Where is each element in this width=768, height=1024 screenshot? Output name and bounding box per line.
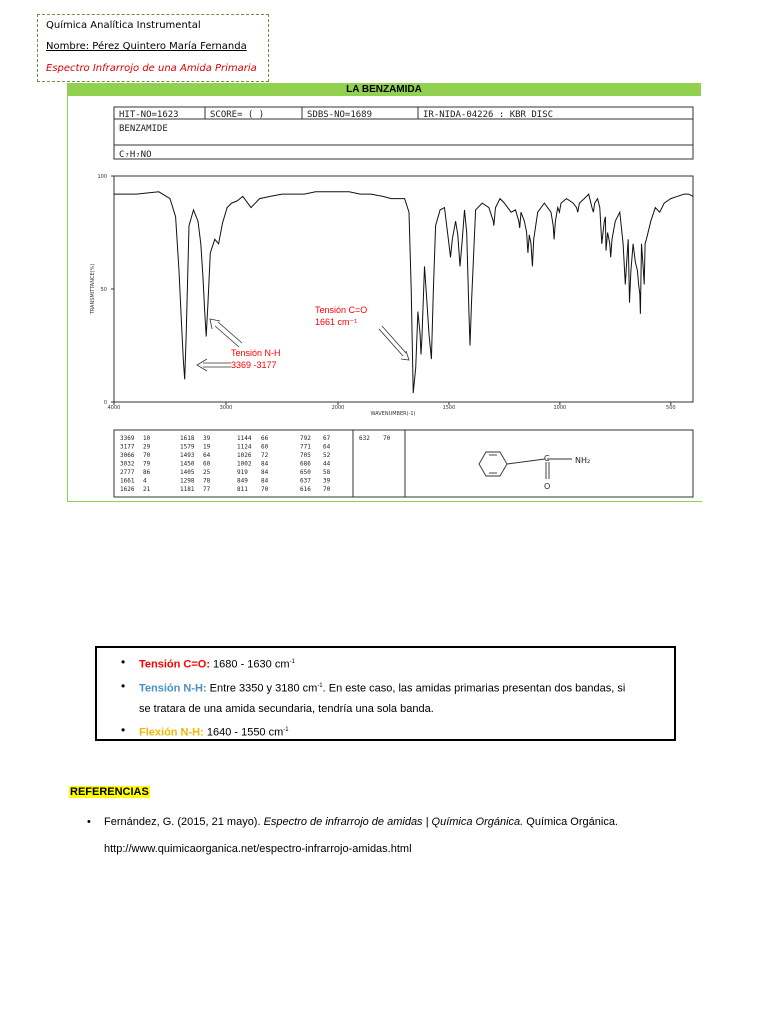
structure-nh2: NH₂ — [575, 456, 591, 465]
peak-table-cell: 29 — [143, 443, 151, 451]
annotation-nh-value: 3369 -3177 — [231, 360, 277, 370]
peak-table-cell: 1181 — [180, 486, 195, 493]
peak-table-cell: 44 — [323, 460, 331, 468]
peak-table-cell: 52 — [323, 452, 331, 459]
figure-title: LA BENZAMIDA — [67, 83, 701, 96]
peak-table-cell: 3066 — [120, 452, 135, 459]
references-heading: REFERENCIAS — [70, 786, 149, 798]
x-tick-label: 500 — [666, 405, 676, 411]
peak-table-cell: 1298 — [180, 477, 195, 485]
x-tick-label: 3000 — [219, 405, 233, 411]
peak-table-cell: 39 — [323, 477, 331, 485]
peak-table-cell: 771 — [300, 443, 311, 451]
y-axis-label: TRANSMITTANCE(%) — [90, 263, 96, 315]
header-box — [37, 14, 269, 82]
peak-table-cell: 1144 — [237, 435, 252, 442]
y-tick-label: 50 — [100, 287, 107, 293]
peak-table-cell: 39 — [203, 435, 211, 442]
peak-table-cell: 64 — [323, 443, 331, 451]
annotation-nh-title: Tensión N-H — [231, 348, 281, 358]
peak-table-box — [114, 430, 693, 497]
peak-table-cell: 19 — [203, 443, 211, 451]
peak-table-cell: 637 — [300, 477, 311, 485]
peak-table-cell: 3369 — [120, 435, 135, 442]
peak-table-cell: 792 — [300, 435, 311, 442]
peak-table-cell: 25 — [203, 469, 211, 476]
peak-table-cell: 811 — [237, 486, 248, 493]
reference-url[interactable]: http://www.quimicaorganica.net/espectro-infrarrojo-amidas.html — [104, 843, 412, 855]
peak-table-cell: 1626 — [120, 486, 135, 493]
annotation-co-value: 1661 cm⁻¹ — [315, 317, 358, 327]
peak-table-cell: 84 — [261, 460, 269, 468]
peak-table-cell: 21 — [143, 486, 151, 493]
peak-table-cell: 919 — [237, 469, 248, 476]
peak-table-cell: 1026 — [237, 452, 252, 459]
peak-table-cell: 84 — [261, 469, 269, 476]
info-co: • Tensión C=O: 1680 - 1630 $cm^{-1}$ — [139, 652, 674, 676]
peak-table-cell: 70 — [383, 435, 391, 442]
peak-table-cell: 78 — [203, 477, 211, 485]
peak-table-cell: 86 — [143, 469, 151, 476]
student-name: Nombre: Pérez Quintero María Fernanda — [46, 41, 247, 52]
peak-table-cell: 650 — [300, 469, 311, 476]
info-header-box — [114, 107, 693, 159]
info-box — [95, 646, 676, 741]
structure-carbon: C — [544, 454, 550, 463]
x-axis-label: WAVENUMBER(-1) — [370, 411, 416, 417]
reference-citation: • Fernández, G. (2015, 21 mayo). Espectro de infrarrojo de amidas | Química Orgánica. Química Orgánica. — [104, 816, 618, 828]
peak-table — [120, 435, 391, 493]
benzamide-structure — [479, 452, 572, 479]
peak-table-cell: 67 — [323, 435, 331, 442]
peak-table-cell: 58 — [323, 469, 331, 476]
peak-table-cell: 3177 — [120, 443, 135, 451]
peak-table-cell: 1493 — [180, 452, 195, 459]
x-tick-label: 2000 — [331, 405, 345, 411]
hit-no: HIT-NO=1623 — [119, 110, 179, 120]
peak-table-cell: 1124 — [237, 443, 252, 451]
y-tick-label: 100 — [97, 174, 107, 180]
peak-table-cell: 2777 — [120, 469, 135, 476]
peak-table-cell: 3032 — [120, 460, 135, 468]
peak-table-cell: 632 — [359, 435, 370, 442]
peak-table-cell: 1405 — [180, 469, 195, 476]
y-tick-label: 0 — [103, 400, 107, 406]
peak-table-cell: 70 — [143, 452, 151, 459]
peak-table-cell: 70 — [261, 486, 269, 493]
x-tick-label: 1500 — [442, 405, 456, 411]
peak-table-cell: 79 — [143, 460, 151, 468]
peak-table-cell: 84 — [261, 477, 269, 485]
peak-table-cell: 70 — [323, 486, 331, 493]
peak-table-cell: 616 — [300, 486, 311, 493]
peak-table-cell: 60 — [203, 460, 211, 468]
peak-table-cell: 66 — [261, 435, 269, 442]
peak-table-cell: 686 — [300, 460, 311, 468]
peak-table-cell: 849 — [237, 477, 248, 485]
peak-table-cell: 1579 — [180, 443, 195, 451]
peak-table-cell: 1450 — [180, 460, 195, 468]
peak-table-cell: 705 — [300, 452, 311, 459]
annotation-arrows — [197, 319, 409, 371]
ir-nida: IR-NIDA-04226 : KBR DISC — [423, 110, 554, 120]
peak-table-cell: 1661 — [120, 477, 135, 485]
peak-table-cell: 1618 — [180, 435, 195, 442]
info-nh: • Tensión N-H: Entre 3350 y 3180 $cm^{-1}$. En este caso, las amidas primarias presentan dos bandas, si se tratara de una amida secundaria, tendría una sola banda. — [139, 676, 674, 721]
subject-line: Espectro Infrarrojo de una Amida Primaria — [46, 63, 257, 74]
ir-spectrum-figure — [67, 97, 701, 501]
score: SCORE= ( ) — [210, 110, 265, 120]
info-flex: • Flexión N-H: 1640 - 1550 $cm^{-1}$ — [139, 720, 674, 744]
peak-table-cell: 10 — [143, 435, 151, 442]
sdbs-no: SDBS-NO=1689 — [307, 110, 373, 120]
course-title: Química Analítica Instrumental — [46, 20, 201, 31]
structure-oxygen: O — [544, 482, 551, 491]
x-tick-label: 4000 — [107, 405, 121, 411]
plot-area — [114, 176, 693, 402]
peak-table-cell: 1002 — [237, 460, 252, 468]
x-tick-label: 1000 — [553, 405, 567, 411]
peak-table-cell: 64 — [203, 452, 211, 459]
annotation-co-title: Tensión C=O — [315, 305, 368, 315]
peak-table-cell: 77 — [203, 486, 211, 493]
molecular-formula: C₇H₇NO — [119, 150, 152, 160]
peak-table-cell: 72 — [261, 452, 269, 459]
compound-name: BENZAMIDE — [119, 124, 168, 134]
peak-table-cell: 60 — [261, 443, 269, 451]
peak-table-cell: 4 — [143, 477, 147, 485]
